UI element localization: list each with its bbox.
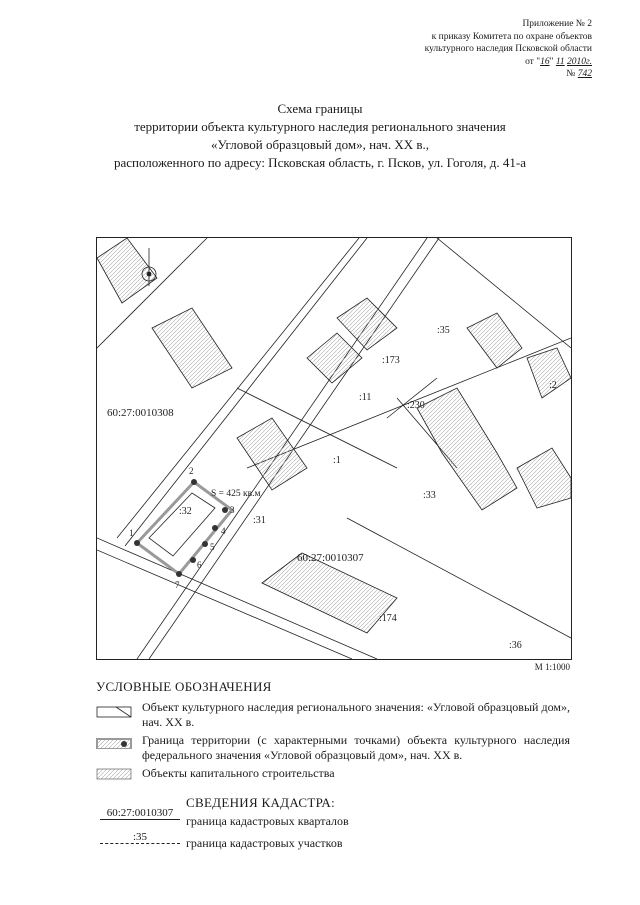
appendix-line-3: культурного наследия Псковской области xyxy=(424,44,592,54)
date-prefix: от " xyxy=(525,56,541,67)
point-label-6: 6 xyxy=(197,560,202,570)
appendix-header xyxy=(425,18,592,81)
parcel-1: :1 xyxy=(333,455,341,466)
parcel-sample-line xyxy=(100,843,180,844)
point-label-3: 3 xyxy=(230,505,235,515)
point-label-1: 1 xyxy=(129,528,134,538)
order-number-line xyxy=(425,68,592,81)
point-7 xyxy=(176,571,182,577)
parcel-36: :36 xyxy=(509,640,522,651)
point-1 xyxy=(134,540,140,546)
legend-item-object xyxy=(96,700,570,732)
title-line-4: расположенного по адресу: Псковская область, г. Псков, ул. Гоголя, д. 41-а xyxy=(113,155,527,170)
parcel-173: :173 xyxy=(382,355,400,366)
parcel-35: :35 xyxy=(437,325,450,336)
legend-boundary-text: Граница территории (с характерными точками) объекта культурного наследия федерального значения «Угловой образцовый дом», нач. XX в. xyxy=(142,733,570,762)
point-label-4: 4 xyxy=(221,526,226,536)
parcel-174: :174 xyxy=(379,613,397,624)
cadastre-quarter-sample xyxy=(100,807,180,820)
point-3 xyxy=(222,507,228,513)
map-svg xyxy=(97,238,571,659)
buildings xyxy=(97,238,571,633)
parcel-32: :32 xyxy=(179,506,192,517)
point-label-2: 2 xyxy=(189,466,194,476)
title-line-1: Схема границы xyxy=(277,101,363,116)
legend-item-buildings xyxy=(96,766,570,784)
date-mid: " xyxy=(549,56,554,67)
date-year: 2010г. xyxy=(567,56,592,67)
legend-buildings-symbol xyxy=(96,768,132,780)
point-5 xyxy=(202,541,208,547)
point-2 xyxy=(191,479,197,485)
order-number: 742 xyxy=(577,69,592,79)
number-prefix: № xyxy=(566,69,576,79)
order-date-line xyxy=(425,56,592,69)
legend-item-boundary xyxy=(96,733,570,765)
area-label: S = 425 кв.м xyxy=(211,489,261,499)
cadastre-quarter-label: граница кадастровых кварталов xyxy=(186,814,349,828)
cadastre-parcel-sample xyxy=(100,831,180,844)
quarter-sample-text: 60:27:0010307 xyxy=(106,807,174,819)
title-line-2: территории объекта культурного наследия регионального значения xyxy=(134,119,506,134)
cadastre-parcel-label: граница кадастровых участков xyxy=(186,836,343,850)
document-title xyxy=(0,100,640,172)
date-month: 11 xyxy=(555,56,565,67)
legend-buildings-text: Объекты капитального строительства xyxy=(142,766,335,780)
point-6 xyxy=(190,557,196,563)
legend-object-symbol xyxy=(96,706,132,718)
quarter-label-west: 60:27:0010308 xyxy=(107,407,174,419)
legend-object-text: Объект культурного наследия регионального значения: «Угловой образцовый дом», нач. XX в. xyxy=(142,700,570,729)
point-label-5: 5 xyxy=(210,542,215,552)
legend-title: УСЛОВНЫЕ ОБОЗНАЧЕНИЯ xyxy=(96,679,272,694)
parcel-31: :31 xyxy=(253,515,266,526)
parcel-11: :11 xyxy=(359,392,372,403)
quarter-sample-line xyxy=(100,819,180,820)
parcel-sample-text: :35 xyxy=(132,831,148,843)
appendix-line-2: к приказу Комитета по охране объектов xyxy=(431,31,592,42)
point-label-7: 7 xyxy=(175,580,180,590)
date-day: 16 xyxy=(540,56,550,67)
legend-boundary-symbol xyxy=(96,737,132,749)
title-line-3: «Угловой образцовый дом», нач. XX в., xyxy=(210,137,430,152)
appendix-line-1: Приложение № 2 xyxy=(522,19,592,29)
cadastral-map xyxy=(96,237,572,660)
parcel-33: :33 xyxy=(423,490,436,501)
cadastre-title: СВЕДЕНИЯ КАДАСТРА: xyxy=(186,795,336,810)
parcel-2: :2 xyxy=(549,380,557,391)
map-scale: М 1:1000 xyxy=(534,662,570,672)
parcel-230: :230 xyxy=(407,400,425,411)
point-4 xyxy=(212,525,218,531)
quarter-label-east: 60:27:0010307 xyxy=(297,552,364,564)
